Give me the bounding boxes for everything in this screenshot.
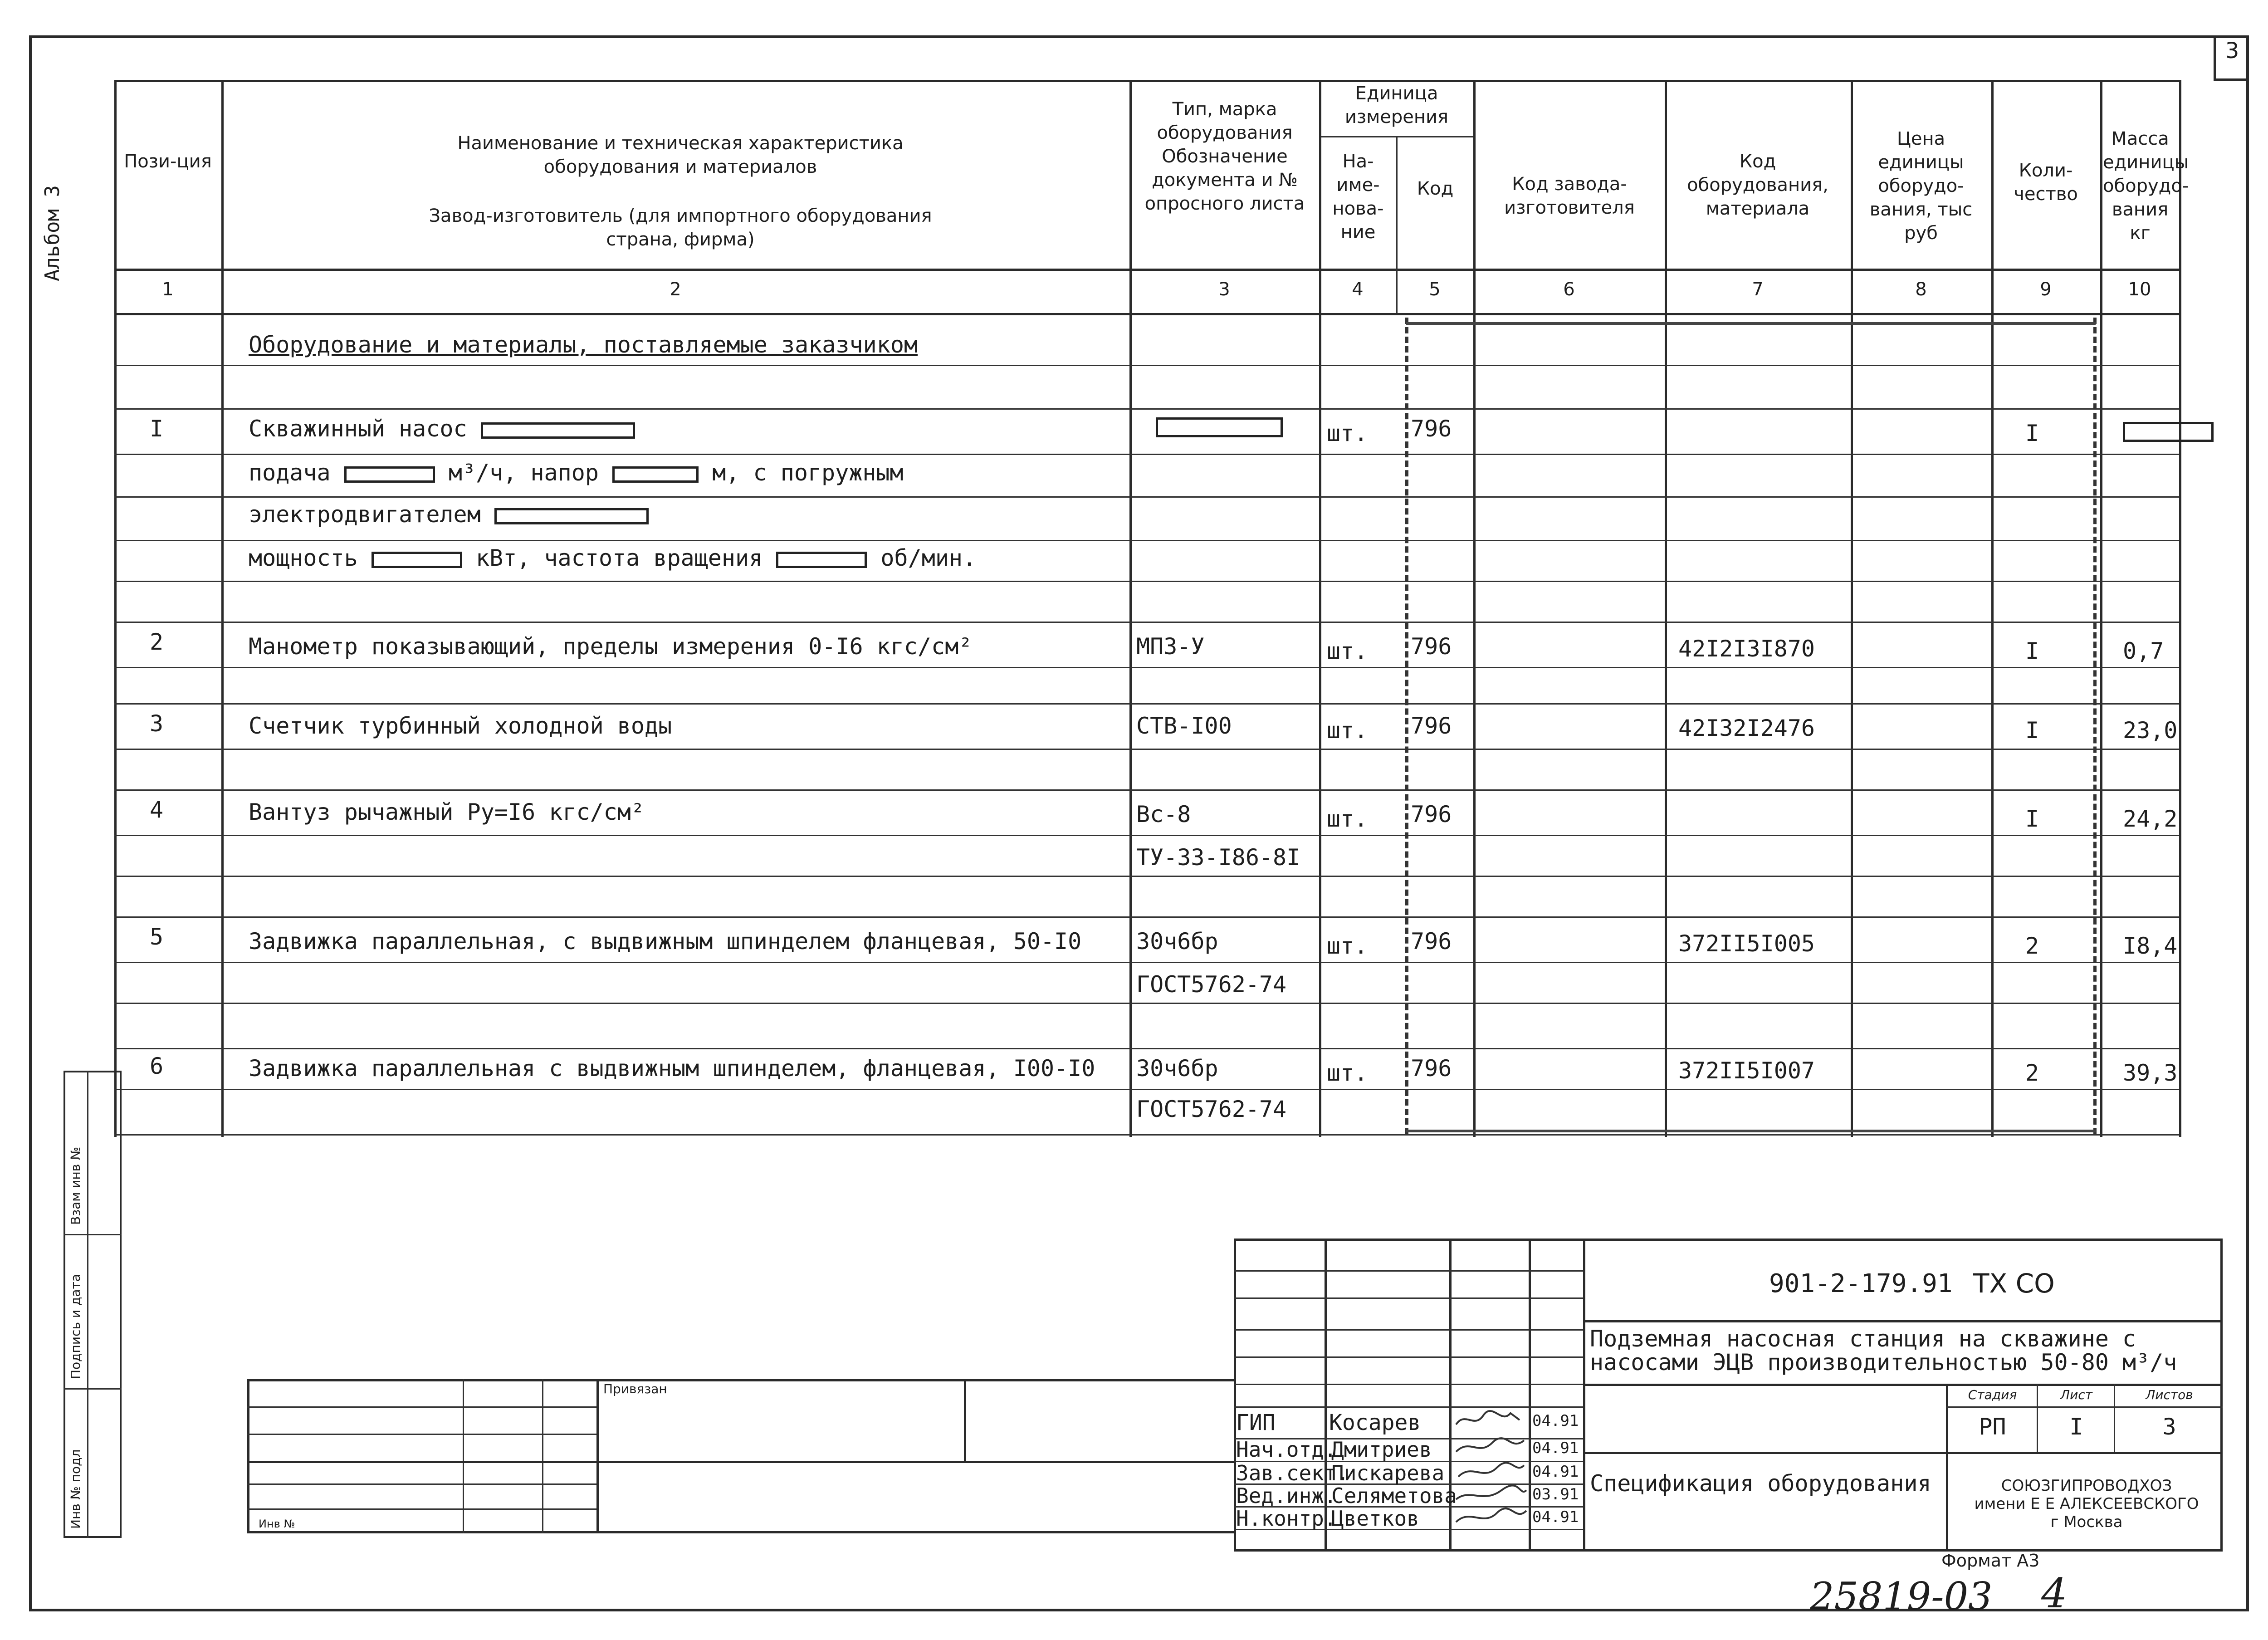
col-number: 1	[162, 279, 174, 300]
header-name-1: Наименование и техническая характеристика	[457, 133, 904, 154]
row-mass-blank	[2123, 422, 2214, 442]
row-equip-code: 372II5I005	[1678, 930, 1815, 957]
row-equip-code: 372II5I007	[1678, 1057, 1815, 1084]
signer-name: Селяметова	[1331, 1483, 1457, 1508]
row-type: СТВ-I00	[1136, 713, 1232, 739]
signer-role: Нач.отд.	[1236, 1437, 1337, 1462]
header-quantity: Коли-чество	[2014, 160, 2078, 205]
row-quantity: I	[2025, 420, 2039, 446]
header-name-3: Завод-изготовитель (для импортного оборудования	[429, 206, 932, 226]
row-unit-code: 796	[1411, 801, 1452, 827]
row-unit-code: 796	[1411, 633, 1452, 660]
organization: СОЮЗГИПРОВОДХОЗ имени Е Е АЛЕКСЕЕВСКОГО г Москва	[1974, 1477, 2199, 1531]
row-unit: шт.	[1327, 420, 1368, 446]
row-position: I	[150, 416, 164, 442]
doc-mark: ТХ СО	[1973, 1268, 2055, 1299]
row-unit-code: 796	[1411, 1055, 1452, 1082]
row-equip-code: 42I2I3I870	[1678, 636, 1815, 662]
signer-role: Зав.сект.	[1236, 1461, 1349, 1485]
album-label: Альбом 3	[41, 185, 64, 281]
signer-role: Вед.инж.	[1236, 1483, 1337, 1508]
row-name: Вантуз рычажный Ру=I6 кгс/см²	[249, 799, 645, 825]
blank-field	[494, 508, 649, 524]
signer-role: ГИП	[1236, 1410, 1276, 1435]
doc-code: 901-2-179.91	[1769, 1269, 1953, 1298]
signer-name: Пискарева	[1331, 1461, 1445, 1485]
side-stamp-vzam: Взам инв №	[68, 1146, 83, 1225]
row-mass: 23,0	[2123, 717, 2178, 744]
signatures-graphic	[1452, 1406, 1529, 1552]
header-mass: Масса единицы оборудо-вания кг	[2103, 128, 2189, 244]
col-number: 8	[1915, 279, 1927, 300]
row-name-line: подача м³/ч, напор м, с погружным	[249, 460, 904, 486]
col-number: 3	[1218, 279, 1230, 300]
sheet-value: I	[2069, 1414, 2083, 1440]
col-number: 2	[670, 279, 681, 300]
row-name: Задвижка параллельная с выдвижным шпинделем, фланцевая, I00-I0	[249, 1055, 1095, 1082]
signer-name: Цветков	[1331, 1506, 1419, 1531]
handwritten-page: 4	[2041, 1570, 2068, 1617]
header-unit-code: Код	[1417, 178, 1454, 199]
stage-value: РП	[1979, 1414, 2006, 1440]
blank-field	[371, 552, 462, 568]
signer-date: 03.91	[1532, 1485, 1579, 1503]
row-unit-code: 796	[1411, 713, 1452, 739]
sheet-title: Спецификация оборудования	[1590, 1470, 1931, 1497]
row-name-line: электродвигателем	[249, 501, 649, 528]
signer-role: Н.контр.	[1236, 1506, 1337, 1531]
row-position: 2	[150, 629, 164, 655]
signer-date: 04.91	[1532, 1439, 1579, 1457]
privyazan-label: Привязан	[603, 1381, 667, 1396]
row-quantity: I	[2025, 638, 2039, 664]
inv-label: Инв №	[259, 1518, 295, 1530]
privyazan-block	[247, 1379, 1234, 1533]
col-number: 10	[2128, 279, 2151, 300]
row-position: 6	[150, 1053, 164, 1079]
signer-date: 04.91	[1532, 1463, 1579, 1481]
row-quantity: 2	[2025, 933, 2039, 959]
col-number: 4	[1352, 279, 1364, 300]
header-name-2: оборудования и материалов	[543, 157, 817, 177]
row-equip-code: 42I32I2476	[1678, 715, 1815, 741]
row-type-doc: ТУ-33-I86-8I	[1136, 844, 1300, 871]
row-unit-code: 796	[1411, 928, 1452, 955]
sheet-number: 3	[2225, 38, 2239, 64]
row-type-doc: ГОСТ5762-74	[1136, 1096, 1287, 1122]
header-position: Пози-ция	[124, 151, 212, 172]
row-mass: 39,3	[2123, 1060, 2178, 1086]
col-number: 6	[1563, 279, 1575, 300]
section-title: Оборудование и материалы, поставляемые заказчиком	[249, 332, 918, 358]
header-name-4: страна, фирма)	[606, 229, 755, 250]
row-mass: I8,4	[2123, 933, 2178, 959]
handwritten-number: 25819-03	[1810, 1574, 1993, 1619]
row-type: МПЗ-У	[1136, 633, 1205, 660]
blank-field	[344, 466, 435, 483]
header-maker-code: Код завода-изготовителя	[1504, 174, 1635, 218]
blank-field	[776, 552, 867, 568]
row-name: Манометр показывающий, пределы измерения 0-I6 кгс/см²	[249, 633, 973, 660]
col-number: 5	[1429, 279, 1441, 300]
row-name: Задвижка параллельная, с выдвижным шпинделем фланцевая, 50-I0	[249, 928, 1082, 955]
row-unit-code: 796	[1411, 416, 1452, 442]
side-stamp-inv: Инв № подл	[68, 1449, 83, 1529]
sheets-label: Листов	[2146, 1387, 2193, 1402]
row-quantity: I	[2025, 717, 2039, 744]
signer-name: Дмитриев	[1331, 1437, 1432, 1462]
col-number: 7	[1752, 279, 1764, 300]
row-name-line: Скважинный насос	[249, 415, 635, 442]
header-equip-code: Код оборудования, материала	[1687, 151, 1828, 219]
row-quantity: 2	[2025, 1060, 2039, 1086]
row-type: 30ч6бр	[1136, 928, 1218, 955]
row-mass: 0,7	[2123, 638, 2164, 664]
row-type-blank	[1156, 417, 1283, 437]
blank-field	[612, 466, 699, 483]
header-price: Цена единицы оборудо-вания, тыс руб	[1869, 128, 1973, 244]
row-name-line: мощность кВт, частота вращения об/мин.	[249, 545, 977, 571]
row-type: Вс-8	[1136, 801, 1191, 827]
stage-label: Стадия	[1968, 1387, 2017, 1402]
sheets-value: 3	[2162, 1414, 2176, 1440]
row-type-doc: ГОСТ5762-74	[1136, 971, 1287, 998]
blank-field	[481, 422, 635, 439]
row-quantity: I	[2025, 806, 2039, 832]
signer-date: 04.91	[1532, 1412, 1579, 1430]
side-stamp-podpis: Подпись и дата	[68, 1274, 83, 1379]
row-name: Счетчик турбинный холодной воды	[249, 713, 672, 739]
signer-name: Косарев	[1329, 1410, 1421, 1435]
header-unit-group: Единица измерения	[1344, 83, 1449, 127]
row-unit: шт.	[1327, 806, 1368, 832]
header-type: Тип, марка оборудования Обозначение документа и № опросного листа	[1144, 99, 1305, 214]
signer-date: 04.91	[1532, 1508, 1579, 1526]
row-type: 30ч6бр	[1136, 1055, 1218, 1082]
sheet-label: Лист	[2060, 1387, 2092, 1402]
header-unit-name: На-име-нова-ние	[1332, 151, 1384, 243]
row-mass: 24,2	[2123, 806, 2178, 832]
project-title: Подземная насосная станция на скважине с насосами ЭЦВ производительностью 50-80 м³/ч	[1590, 1326, 2177, 1376]
row-unit: шт.	[1327, 933, 1368, 959]
row-position: 3	[150, 710, 164, 737]
row-unit: шт.	[1327, 1060, 1368, 1086]
row-unit: шт.	[1327, 638, 1368, 664]
row-unit: шт.	[1327, 717, 1368, 744]
format-label: Формат А3	[1941, 1551, 2040, 1571]
row-position: 5	[150, 924, 164, 950]
row-position: 4	[150, 797, 164, 823]
col-number: 9	[2040, 279, 2052, 300]
